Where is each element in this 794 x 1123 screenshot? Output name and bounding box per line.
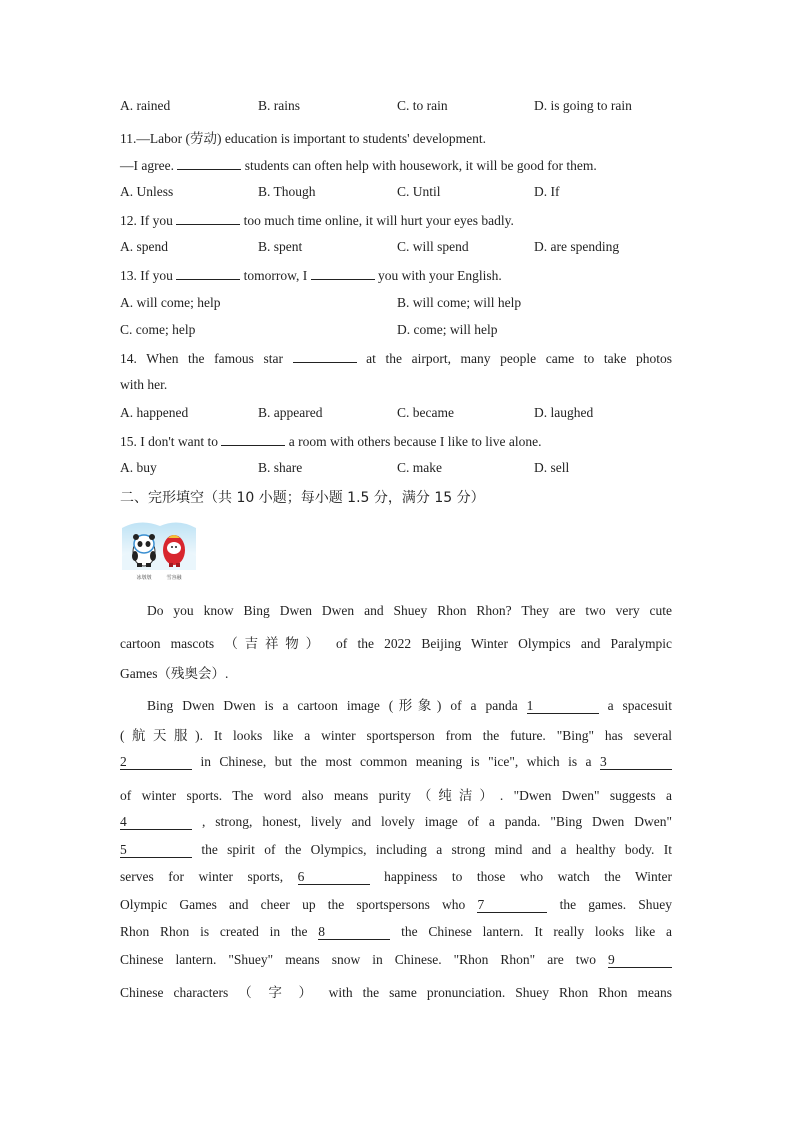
passage-text: , strong, honest, lively and lovely image of a panda. "Bing Dwen Dwen" bbox=[192, 814, 672, 829]
passage-text: Bing Dwen Dwen is a cartoon image (形象) of a panda bbox=[147, 698, 527, 713]
q12-text-b: too much time online, it will hurt your eyes badly. bbox=[240, 213, 514, 228]
q11-options bbox=[120, 184, 680, 202]
passage-text: a spacesuit bbox=[598, 698, 672, 713]
q15-option-b[interactable]: B. share bbox=[258, 460, 303, 475]
passage-p1-line2: cartoon mascots （吉祥物） of the 2022 Beijing Winter Olympics and Paralympic bbox=[120, 636, 672, 651]
passage-text: the spirit of the Olympics, including a strong mind and a healthy body. It bbox=[192, 842, 672, 857]
q14-question-cont: with her. bbox=[120, 377, 168, 392]
q15-blank[interactable] bbox=[221, 433, 285, 446]
q12-option-b[interactable]: B. spent bbox=[258, 239, 303, 254]
q14-option-c[interactable]: C. became bbox=[397, 405, 454, 420]
cloze-blank-1[interactable]: 1 bbox=[527, 699, 599, 714]
q10-option-d[interactable]: D. is going to rain bbox=[534, 98, 632, 113]
passage-text: Chinese lantern. "Shuey" means snow in Chinese. "Rhon Rhon" are two bbox=[120, 952, 608, 967]
passage-p2-line1 bbox=[147, 694, 672, 714]
q11-text-a: —I agree. bbox=[120, 158, 178, 173]
q14-option-a[interactable]: A. happened bbox=[120, 405, 189, 420]
q13-option-b[interactable]: B. will come; will help bbox=[397, 295, 522, 310]
passage-p1-line3: Games（残奥会）. bbox=[120, 666, 229, 681]
q11-option-d[interactable]: D. If bbox=[534, 184, 560, 199]
q15-option-d[interactable]: D. sell bbox=[534, 460, 570, 475]
q12-option-a[interactable]: A. spend bbox=[120, 239, 168, 254]
q15-option-c[interactable]: C. make bbox=[397, 460, 442, 475]
q13-option-d[interactable]: D. come; will help bbox=[397, 322, 498, 337]
passage-p2-line5 bbox=[120, 814, 672, 830]
q14-options bbox=[120, 405, 680, 423]
passage-p2-line3 bbox=[120, 754, 672, 770]
passage-text: in Chinese, but the most common meaning is "ice", which is a bbox=[192, 754, 600, 769]
q13-option-a[interactable]: A. will come; help bbox=[120, 295, 221, 310]
q15-question bbox=[120, 433, 541, 450]
q13-options-row2 bbox=[120, 322, 680, 340]
q13-blank-2[interactable] bbox=[311, 267, 375, 280]
q14-question bbox=[120, 350, 672, 367]
q11-option-b[interactable]: B. Though bbox=[258, 184, 316, 199]
passage-p2-line9 bbox=[120, 924, 672, 940]
q12-option-c[interactable]: C. will spend bbox=[397, 239, 469, 254]
q14-text-a: 14. When the famous star bbox=[120, 351, 293, 366]
passage-p2-line2: (航天服). It looks like a winter sportsperson from the future. "Bing" has several bbox=[120, 728, 672, 743]
q10-options bbox=[120, 98, 680, 116]
q11-option-a[interactable]: A. Unless bbox=[120, 184, 174, 199]
q11-question: 11.—Labor (劳动) education is important to students' development. bbox=[120, 131, 486, 146]
passage-p2-line6 bbox=[120, 842, 672, 858]
q12-option-d[interactable]: D. are spending bbox=[534, 239, 620, 254]
mascot-illustration bbox=[120, 516, 198, 586]
q11-blank[interactable] bbox=[177, 157, 241, 170]
q14-option-b[interactable]: B. appeared bbox=[258, 405, 323, 420]
mascot-image bbox=[120, 516, 198, 586]
q14-blank[interactable] bbox=[293, 350, 357, 363]
cloze-blank-3[interactable]: 3 bbox=[600, 755, 672, 770]
q11-option-c[interactable]: C. Until bbox=[397, 184, 441, 199]
passage-p1-line1: Do you know Bing Dwen Dwen and Shuey Rhon Rhon? They are two very cute bbox=[147, 603, 672, 618]
cloze-blank-7[interactable]: 7 bbox=[477, 898, 547, 913]
q13-question bbox=[120, 267, 502, 284]
passage-text: Olympic Games and cheer up the sportspersons who bbox=[120, 897, 478, 912]
q15-text-a: 15. I don't want to bbox=[120, 434, 222, 449]
q13-blank-1[interactable] bbox=[176, 267, 240, 280]
passage-text: happiness to those who watch the Winter bbox=[369, 869, 672, 884]
cloze-blank-4[interactable]: 4 bbox=[120, 815, 192, 830]
passage-text: Rhon Rhon is created in the bbox=[120, 924, 319, 939]
passage-p2-line11: Chinese characters （ 字 ） with the same pronunciation. Shuey Rhon Rhon means bbox=[120, 985, 672, 1000]
cloze-blank-9[interactable]: 9 bbox=[608, 953, 672, 968]
q10-option-c[interactable]: C. to rain bbox=[397, 98, 448, 113]
q14-option-d[interactable]: D. laughed bbox=[534, 405, 594, 420]
cloze-blank-8[interactable]: 8 bbox=[318, 925, 390, 940]
caption-bing-dwen-dwen: 冰墩墩 bbox=[136, 575, 152, 581]
q13-text-b: tomorrow, I bbox=[240, 268, 311, 283]
q14-text-b: at the airport, many people came to take photos bbox=[356, 351, 672, 366]
q13-text-c: you with your English. bbox=[374, 268, 502, 283]
q11-text-b: students can often help with housework, it will be good for them. bbox=[241, 158, 597, 173]
passage-text: serves for winter sports, bbox=[120, 869, 298, 884]
q12-text-a: 12. If you bbox=[120, 213, 177, 228]
caption-shuey-rhon-rhon: 雪容融 bbox=[166, 575, 182, 581]
passage-p2-line7 bbox=[120, 869, 672, 885]
q12-options bbox=[120, 239, 680, 257]
q11-dialogue bbox=[120, 157, 597, 174]
cloze-blank-2[interactable]: 2 bbox=[120, 755, 192, 770]
q10-option-b[interactable]: B. rains bbox=[258, 98, 300, 113]
passage-text: the games. Shuey bbox=[547, 897, 673, 912]
q15-option-a[interactable]: A. buy bbox=[120, 460, 157, 475]
cloze-blank-5[interactable]: 5 bbox=[120, 843, 192, 858]
q13-options-row1 bbox=[120, 295, 680, 313]
q13-text-a: 13. If you bbox=[120, 268, 177, 283]
passage-p2-line8 bbox=[120, 897, 672, 913]
q13-option-c[interactable]: C. come; help bbox=[120, 322, 196, 337]
cloze-blank-6[interactable]: 6 bbox=[298, 870, 370, 885]
passage-text: the Chinese lantern. It really looks like a bbox=[390, 924, 672, 939]
q15-options bbox=[120, 460, 680, 478]
q12-question bbox=[120, 212, 514, 229]
passage-p2-line10 bbox=[120, 952, 672, 968]
section-title: 二、完形填空（共 10 小题；每小题 1.5 分，满分 15 分） bbox=[120, 490, 485, 506]
passage-p2-line4: of winter sports. The word also means purity（纯洁）. "Dwen Dwen" suggests a bbox=[120, 788, 672, 803]
q10-option-a[interactable]: A. rained bbox=[120, 98, 171, 113]
q15-text-b: a room with others because I like to live alone. bbox=[285, 434, 542, 449]
q12-blank[interactable] bbox=[176, 212, 240, 225]
